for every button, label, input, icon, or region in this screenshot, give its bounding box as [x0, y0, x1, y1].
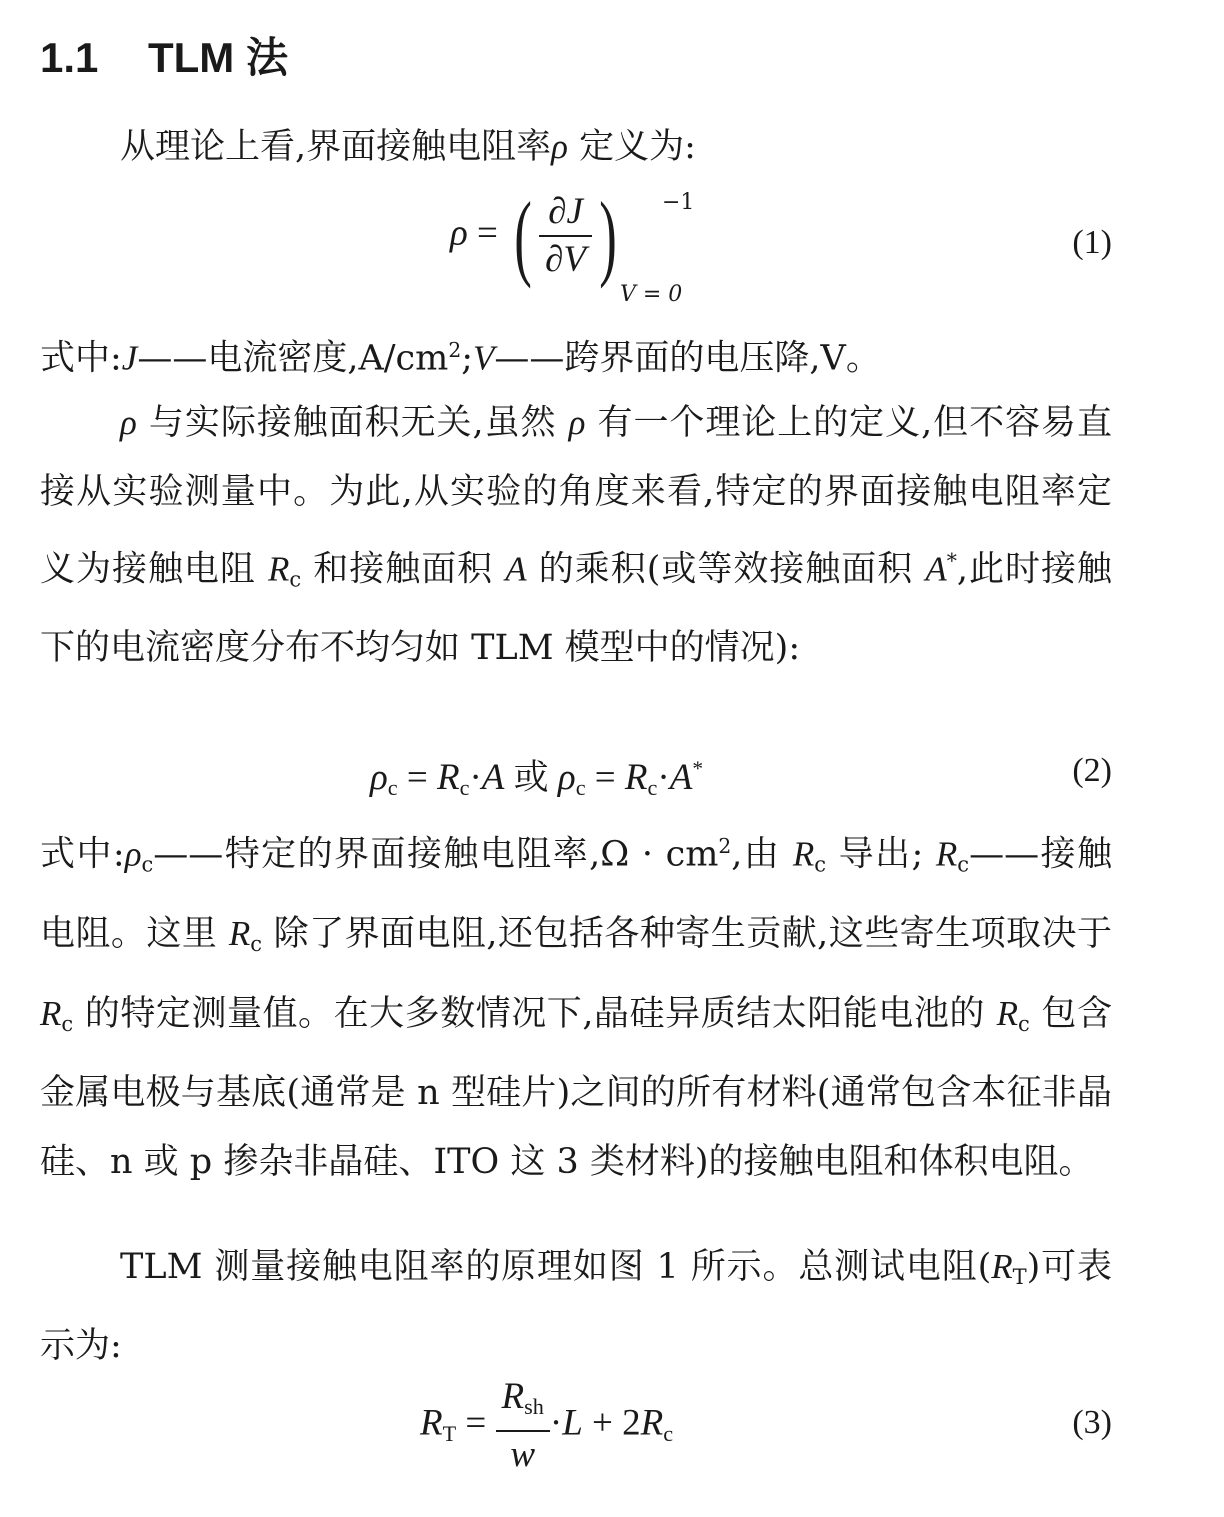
fraction-dJ-dV: $\frac{\partial J}{\partial V}$: [539, 189, 592, 283]
intro-paragraph: 从理论上看,界面接触电阻率ρ 定义为:: [120, 127, 696, 167]
equation-number: (2): [1072, 752, 1112, 789]
equation-1: ρ = ( $\frac{\partial J}{\partial V}$ ) −1 V = 0 (1): [450, 182, 1112, 307]
equation-2: $\rho_c = R_c\cdot A$ 或 $\rho_c = R_c\cdot A^*$ (2): [370, 752, 1112, 801]
section-title: TLM 法: [148, 34, 288, 81]
paragraph-3: TLM 测量接触电阻率的原理如图 1 所示。总测试电阻$(R_T)$可表示为:: [40, 1247, 1112, 1366]
equation-number: (1): [1072, 224, 1112, 261]
fraction-Rsh-w: $\frac{R_{sh}}{w}$: [496, 1374, 550, 1478]
evaluation-condition: V = 0: [620, 282, 683, 307]
equation-number: (3): [1072, 1404, 1112, 1441]
definition-1: 式中:J——电流密度$,A/cm^2;V——$跨界面的电压降,V。: [40, 338, 881, 379]
exponent: −1: [662, 190, 695, 215]
equation-3: $R_T$ = $\frac{R_{sh}}{w}$ $\cdot L + 2R_c$ (3): [40, 1374, 1112, 1484]
rho-symbol: ρ: [551, 127, 568, 166]
section-heading: [40, 30, 288, 86]
paragraph-2: ρ 与实际接触面积无关,虽然 ρ 有一个理论上的定义,但不容易直接从实验测量中。为此,从实验的角度来看,特定的界面接触电阻率定义为接触电阻 $R_c$ 和接触面积 A 的乘积(或等效接触面积 A*,此时接触下的电流密度分布不均匀如 TLM 模型中的情况):: [40, 403, 1112, 669]
section-number: 1.1: [40, 34, 99, 81]
paper-page: [40, 0, 1112, 1517]
definition-2: 式中$:\rho_c——$特定的界面接触电阻率$,\Omega \cdot cm^2$,由 $R_c$ 导出; $R_c——$接触电阻。这里 $R_c$ 除了界面电阻,还包括各种寄生贡献,这些寄生项取决于 $R_c$ 的特定测量值。在大多数情况下,晶硅异质结太阳能电池的 $R_c$ 包含金属电极与基底(通常是 n 型硅片)之间的所有材料(通常包含本征非晶硅、n 或 p 掺杂非晶硅、ITO 这 3 类材料)的接触电阻和体积电阻。: [40, 834, 1112, 1183]
